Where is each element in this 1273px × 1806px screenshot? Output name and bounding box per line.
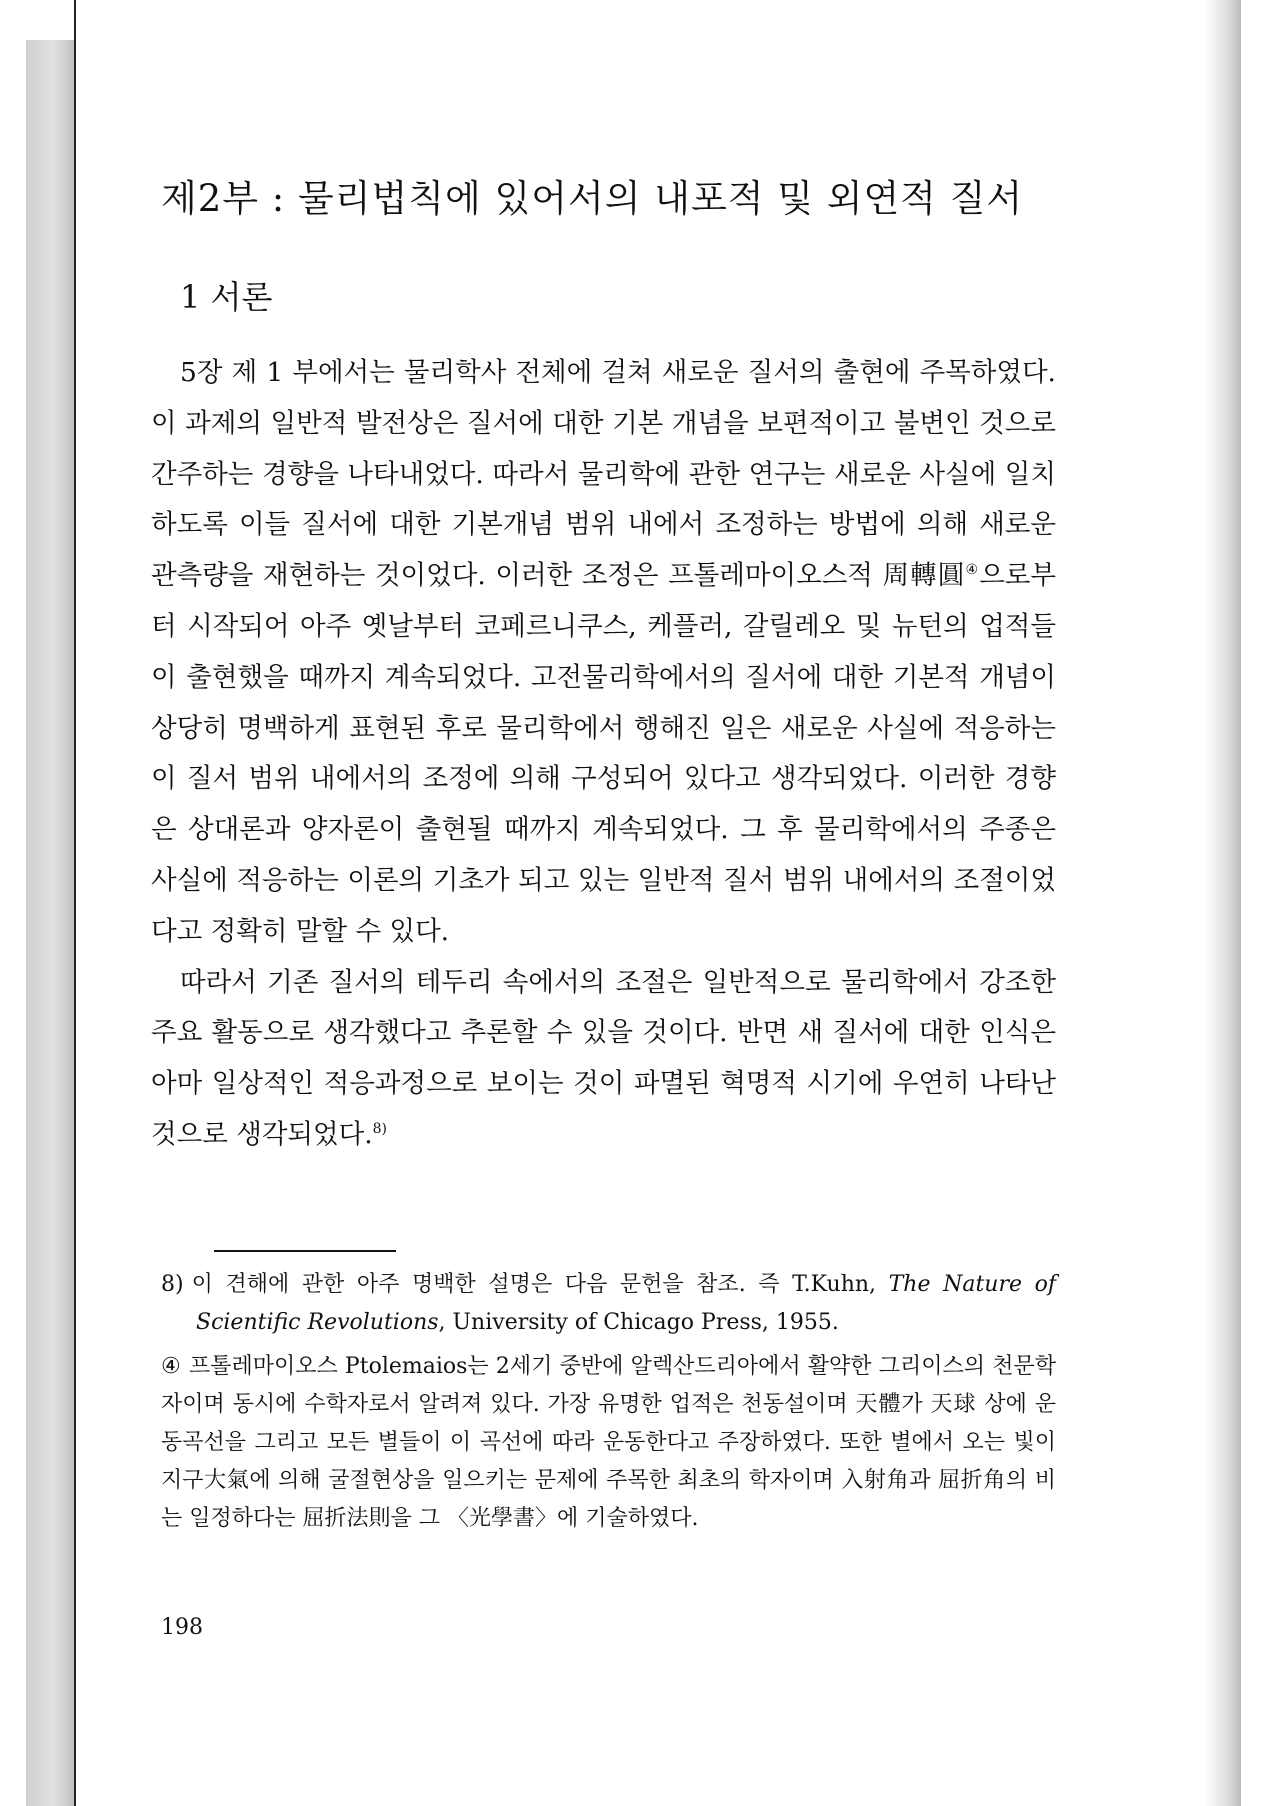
footnote-8-text-continued: , University of Chicago Press, 1955. [438, 1310, 839, 1335]
footnote-ref-8: 8) [372, 1121, 388, 1138]
book-spine [26, 40, 76, 1806]
paragraph-2 [151, 958, 1056, 1161]
paragraph-1 [151, 348, 1056, 958]
footnote-8 [161, 1266, 1056, 1342]
footnote-8-mark: 8) [161, 1272, 184, 1297]
page-number: 198 [161, 1615, 203, 1640]
footnote-ref-4: ④ [965, 562, 980, 579]
footnote-4 [161, 1348, 1056, 1538]
paragraph-1-text: 5장 제 1 부에서는 물리학사 전체에 걸쳐 새로운 질서의 출현에 주목하였다. 이 과제의 일반적 발전상은 질서에 대한 기본 개념을 보편적이고 불변인 것으로 간주하는 경향을 나타내었다. 따라서 물리학에 관한 연구는 새로운 사실에 일치하도록 이들 질서에 대한 기본개념 범위 내에서 조정하는 방법에 의해 새로운 관측량을 재현하는 것이었다. 이러한 조정은 프톨레마이오스적 周轉圓 [151, 357, 1056, 592]
footnotes [161, 1266, 1056, 1544]
paragraph-1-text-continued: 으로부터 시작되어 아주 옛날부터 코페르니쿠스, 케플러, 갈릴레오 및 뉴턴의 업적들이 출현했을 때까지 계속되었다. 고전물리학에서의 질서에 대한 기본적 개념이 상당히 명백하게 표현된 후로 물리학에서 행해진 일은 새로운 사실에 적응하는 이 질서 범위 내에서의 조정에 의해 구성되어 있다고 생각되었다. 이러한 경향은 상대론과 양자론이 출현될 때까지 계속되었다. 그 후 물리학에서의 주종은 사실에 적응하는 이론의 기초가 되고 있는 일반적 질서 범위 내에서의 조절이었다고 정확히 말할 수 있다. [151, 560, 1056, 947]
page-edge-shadow [1205, 0, 1241, 1806]
footnote-8-text: 이 견해에 관한 아주 명백한 설명은 다음 문헌을 참조. 즉 T.Kuhn, [191, 1272, 889, 1297]
part-title: 제2부 : 물리법칙에 있어서의 내포적 및 외연적 질서 [161, 177, 1024, 220]
body-text [151, 348, 1056, 1161]
section-title: 1 서론 [180, 278, 273, 316]
footnote-divider [214, 1250, 396, 1252]
footnote-4-mark: ④ [161, 1354, 181, 1379]
footnote-4-text: 프톨레마이오스 Ptolemaios는 2세기 중반에 알렉산드리아에서 활약한 그리이스의 천문학자이며 동시에 수학자로서 알려져 있다. 가장 유명한 업적은 천동설이며 天體가 天球 상에 운동곡선을 그리고 모든 별들이 이 곡선에 따라 운동한다고 주장하였다. 또한 별에서 오는 빛이 지구大氣에 의해 굴절현상을 일으키는 문제에 주목한 최초의 학자이며 入射角과 屈折角의 비는 일정하다는 屈折法則을 그 〈光學書〉에 기술하였다. [161, 1354, 1056, 1531]
book-page [74, 0, 1241, 1806]
book-spine-top [26, 0, 76, 40]
footnote-8-book-title: The Nature of Scientific Revolutions [196, 1272, 1056, 1335]
paragraph-2-text: 따라서 기존 질서의 테두리 속에서의 조절은 일반적으로 물리학에서 강조한 주요 활동으로 생각했다고 추론할 수 있을 것이다. 반면 새 질서에 대한 인식은 아마 일상적인 적응과정으로 보이는 것이 파멸된 혁명적 시기에 우연히 나타난 것으로 생각되었다. [151, 966, 1056, 1150]
